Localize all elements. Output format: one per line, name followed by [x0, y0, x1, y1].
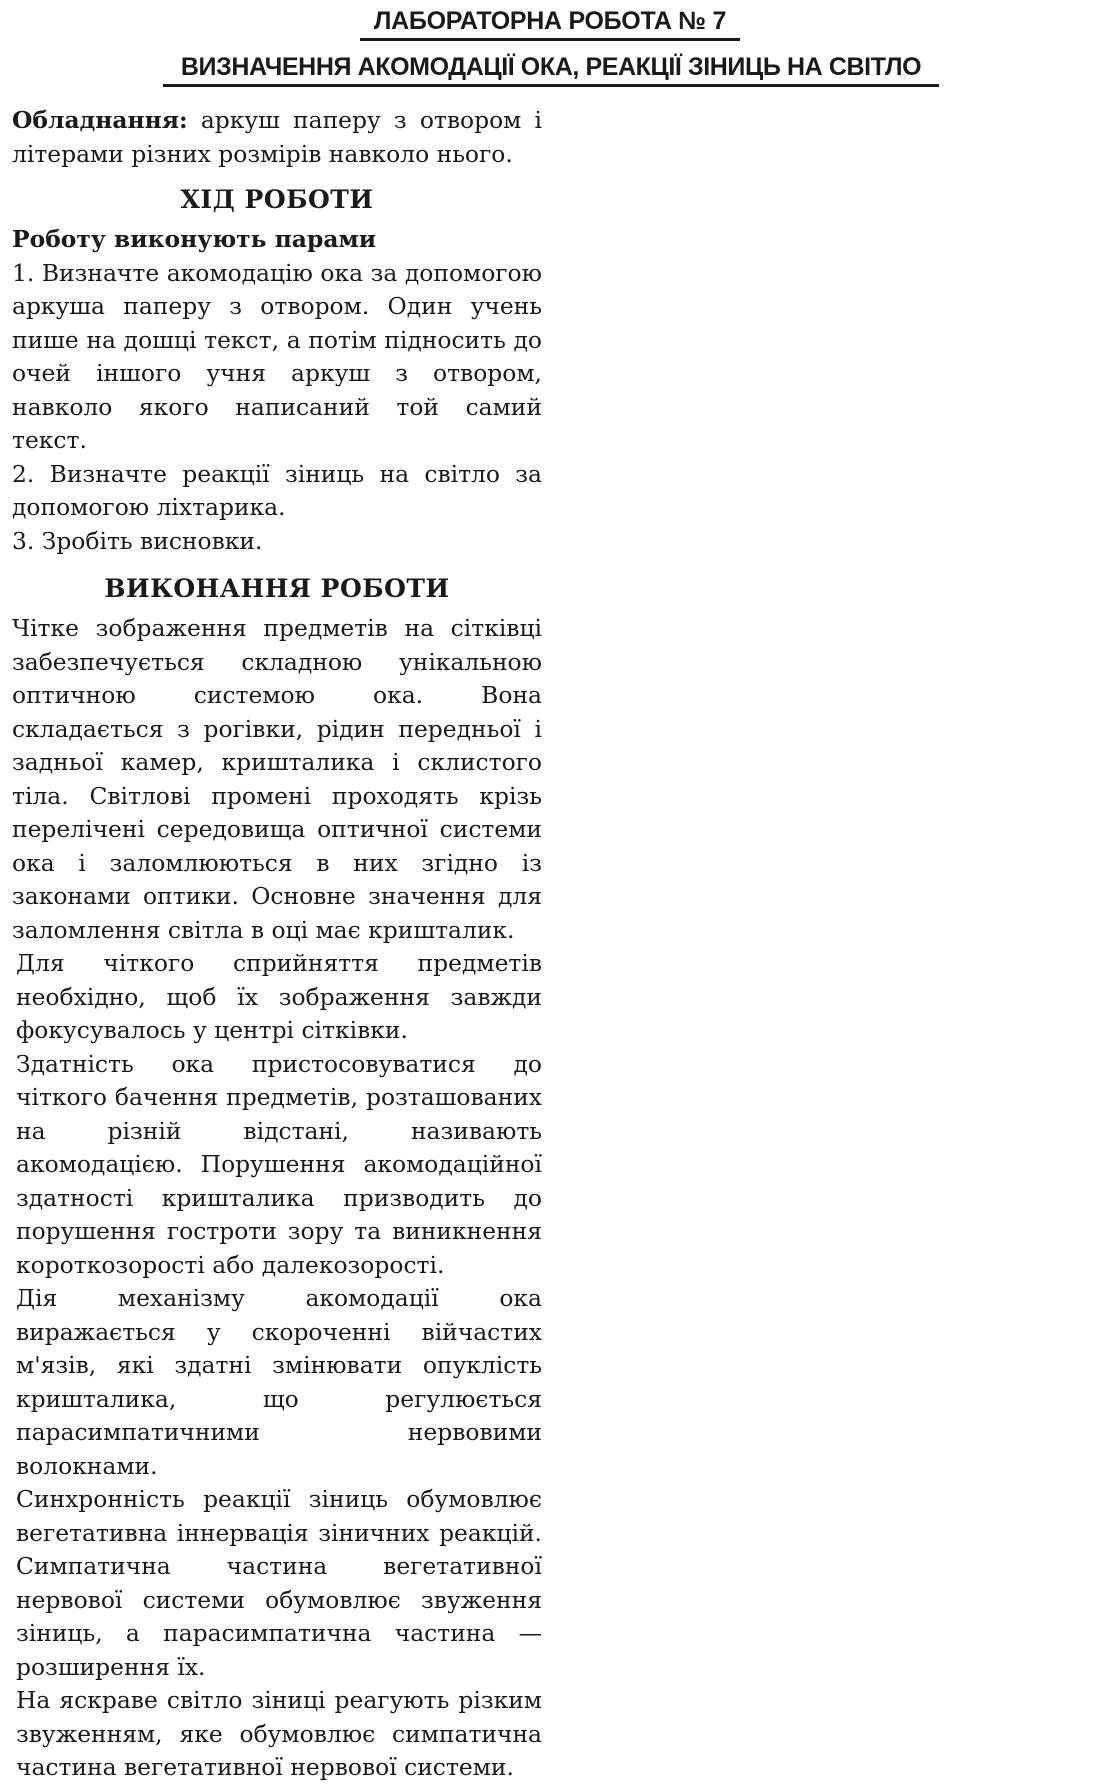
lab-title: ЛАБОРАТОРНА РОБОТА № 7: [360, 4, 740, 41]
equipment-text: аркуш паперу з отвором і літерами різних розмірів навколо нього.: [12, 106, 542, 168]
procedure-step: 2. Визначте реакції зіниць на світло за допомогою ліхтарика.: [12, 459, 542, 521]
execution-heading: ВИКОНАННЯ РОБОТИ: [104, 574, 450, 603]
procedure-heading: ХІД РОБОТИ: [180, 185, 374, 214]
execution-paragraph: Чітке зображення предметів на сітківці забезпечується складною унікальною оптичною системою ока. Вона складається з рогівки, рідин передньої і задньої камер, кришталика і склистого тіла. Світлові промені проходять крізь перелічені середовища оптичної системи ока і заломлюються в них згідно із законами оптики. Основне значення для заломлення світла в оці має кришталик.: [12, 614, 542, 944]
equipment-label: Обладнання:: [12, 106, 188, 134]
procedure-step: 1. Визначте акомодацію ока за допомогою аркуша паперу з отвором. Один учень пише на дошці текст, а потім підносить до очей іншого учня аркуш з отвором, навколо якого написаний той самий текст.: [12, 258, 542, 454]
execution-paragraph: Для чіткого сприйняття предметів необхідно, щоб їх зображення завжди фокусувалось у центрі сітківки.: [16, 949, 542, 1044]
content-column: [12, 104, 542, 1785]
lab-subtitle: ВИЗНАЧЕННЯ АКОМОДАЦІЇ ОКА, РЕАКЦІЇ ЗІНИЦЬ НА СВІТЛО: [163, 50, 939, 87]
execution-paragraph: На яскраве світло зіниці реагують різким звуженням, яке обумовлює симпатична частина вегетативної нервової системи.: [16, 1686, 542, 1781]
execution-paragraph: Здатність ока пристосовуватися до чіткого бачення предметів, розташованих на різній відстані, називають акомодацією. Порушення акомодаційної здатності кришталика призводить до порушення гостроти зору та виникнення короткозорості або далекозорості.: [16, 1049, 542, 1279]
procedure-intro: Роботу виконують парами: [12, 225, 377, 253]
equipment-paragraph: [12, 104, 542, 171]
execution-paragraph: Синхронність реакції зіниць обумовлює вегетативна іннервація зіничних реакцій. Симпатична частина вегетативної нервової системи обумовлює звуження зіниць, а парасимпатична частина — розширення їх.: [16, 1485, 542, 1681]
procedure-step: 3. Зробіть висновки.: [12, 526, 263, 555]
execution-paragraph: Дія механізму акомодації ока виражається у скороченні війчастих м'язів, які здатні змінювати опуклість кришталика, що регулюється парасимпатичними нервовими волокнами.: [16, 1284, 542, 1480]
